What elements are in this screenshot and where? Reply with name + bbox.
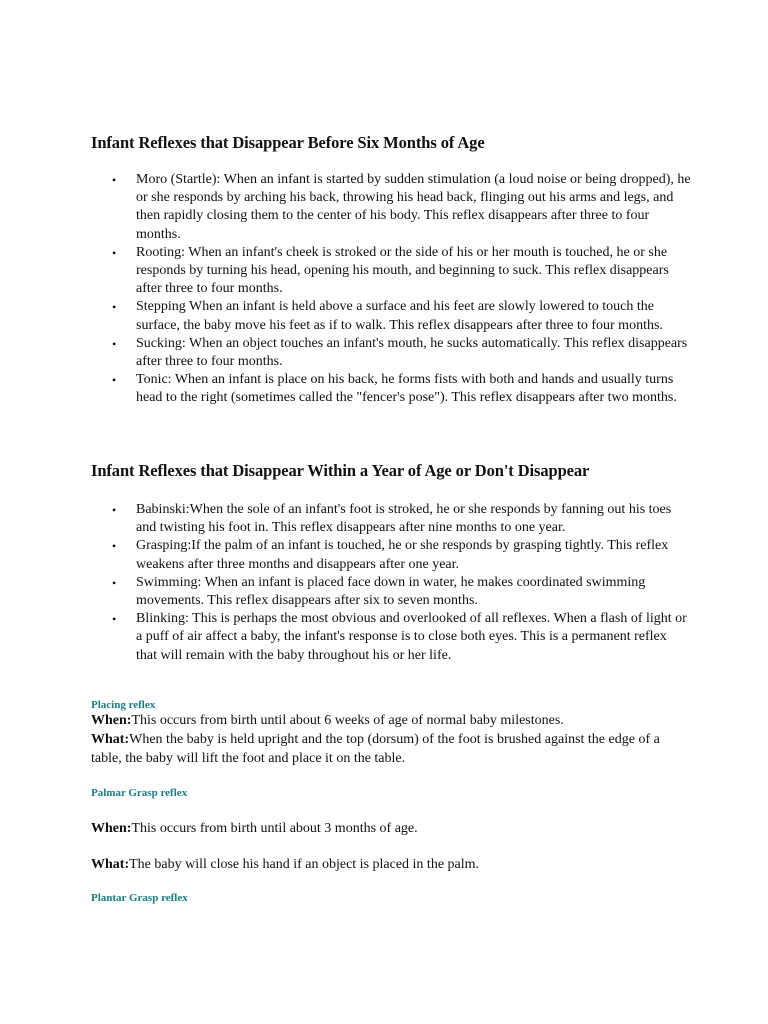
what-text: The baby will close his hand if an object is placed in the palm.: [129, 857, 480, 872]
list-item-text: Sucking: When an object touches an infant's mouth, he sucks automatically. This reflex disappears after three to four months.: [136, 335, 688, 370]
when-label: When:: [91, 713, 132, 728]
bullet-icon: •: [112, 503, 117, 517]
palmar-grasp-section: [91, 787, 691, 799]
what-label: What:: [91, 857, 130, 872]
list-item: [91, 335, 691, 371]
placing-reflex-section: [91, 699, 691, 768]
section2-heading: Infant Reflexes that Disappear Within a Year of Age or Don't Disappear: [91, 461, 590, 480]
bullet-icon: •: [112, 575, 117, 590]
section1-heading: Infant Reflexes that Disappear Before Six Months of Age: [91, 133, 485, 152]
palmar-when: [91, 820, 691, 838]
bullet-icon: •: [112, 300, 117, 315]
bullet-icon: •: [112, 612, 117, 627]
when-label: When:: [91, 821, 132, 836]
list-item: [91, 501, 691, 537]
list-item-text: Babinski:When the sole of an infant's foot is stroked, he or she responds by fanning out his toes and twisting his foot in. This reflex disappears after nine months to one year.: [136, 502, 672, 536]
bullet-icon: •: [112, 336, 117, 351]
when-text: This occurs from birth until about 3 months of age.: [131, 821, 418, 836]
what-label: What:: [91, 732, 130, 748]
placing-what: [91, 731, 691, 768]
list-item: [91, 574, 691, 610]
placing-reflex-title: Placing reflex: [91, 699, 156, 711]
bullet-icon: •: [112, 373, 117, 388]
palmar-what: [91, 856, 691, 874]
what-text: When the baby is held upright and the top (dorsum) of the foot is brushed against the edge of a table, the baby will lift the foot and place it on the table.: [91, 732, 660, 766]
list-item: [91, 171, 691, 244]
list-item-text: Moro (Startle): When an infant is started by sudden stimulation (a loud noise or being dropped), he or she responds by arching his back, throwing his head back, flinging out his arms and legs, and then rapidly closing them to the center of his body. This reflex disappears after three to four months.: [136, 172, 691, 242]
when-text: This occurs from birth until about 6 weeks of age of normal baby milestones.: [131, 713, 564, 728]
list-item-text: Swimming: When an infant is placed face down in water, he makes coordinated swimming movements. This reflex disappears after six to seven months.: [136, 574, 646, 609]
palmar-grasp-title: Palmar Grasp reflex: [91, 787, 188, 799]
list-item: [91, 244, 691, 299]
list-item-text: Stepping When an infant is held above a surface and his feet are slowly lowered to touch the surface, the baby move his feet as if to walk. This reflex disappears after three to four months.: [136, 299, 663, 333]
section1-list: [91, 171, 691, 408]
bullet-icon: •: [112, 245, 117, 260]
list-item-text: Rooting: When an infant's cheek is stroked or the side of his or her mouth is touched, he or she responds by turning his head, opening his mouth, and beginning to suck. This reflex disappears after three to four months.: [136, 244, 669, 297]
list-item: [91, 537, 691, 573]
section2-list: [91, 501, 691, 665]
placing-when: [91, 712, 691, 730]
bullet-icon: •: [112, 539, 117, 554]
list-item-text: Tonic: When an infant is place on his back, he forms fists with both and hands and usually turns head to the right (sometimes called the "fencer's pose"). This reflex disappears after two months.: [136, 372, 677, 406]
list-item: [91, 610, 691, 665]
list-item-text: Grasping:If the palm of an infant is touched, he or she responds by grasping tightly. This reflex weakens after three months and disappears after one year.: [136, 538, 669, 572]
list-item: [91, 371, 691, 407]
plantar-grasp-section: [91, 892, 691, 904]
list-item-text: Blinking: This is perhaps the most obvious and overlooked of all reflexes. When a flash of light or a puff of air affect a baby, the infant's response is to close both eyes. This is a permanent reflex that will remain with the baby throughout his or her life.: [136, 611, 687, 663]
bullet-icon: •: [112, 173, 117, 187]
list-item: [91, 298, 691, 334]
plantar-grasp-title: Plantar Grasp reflex: [91, 892, 188, 904]
